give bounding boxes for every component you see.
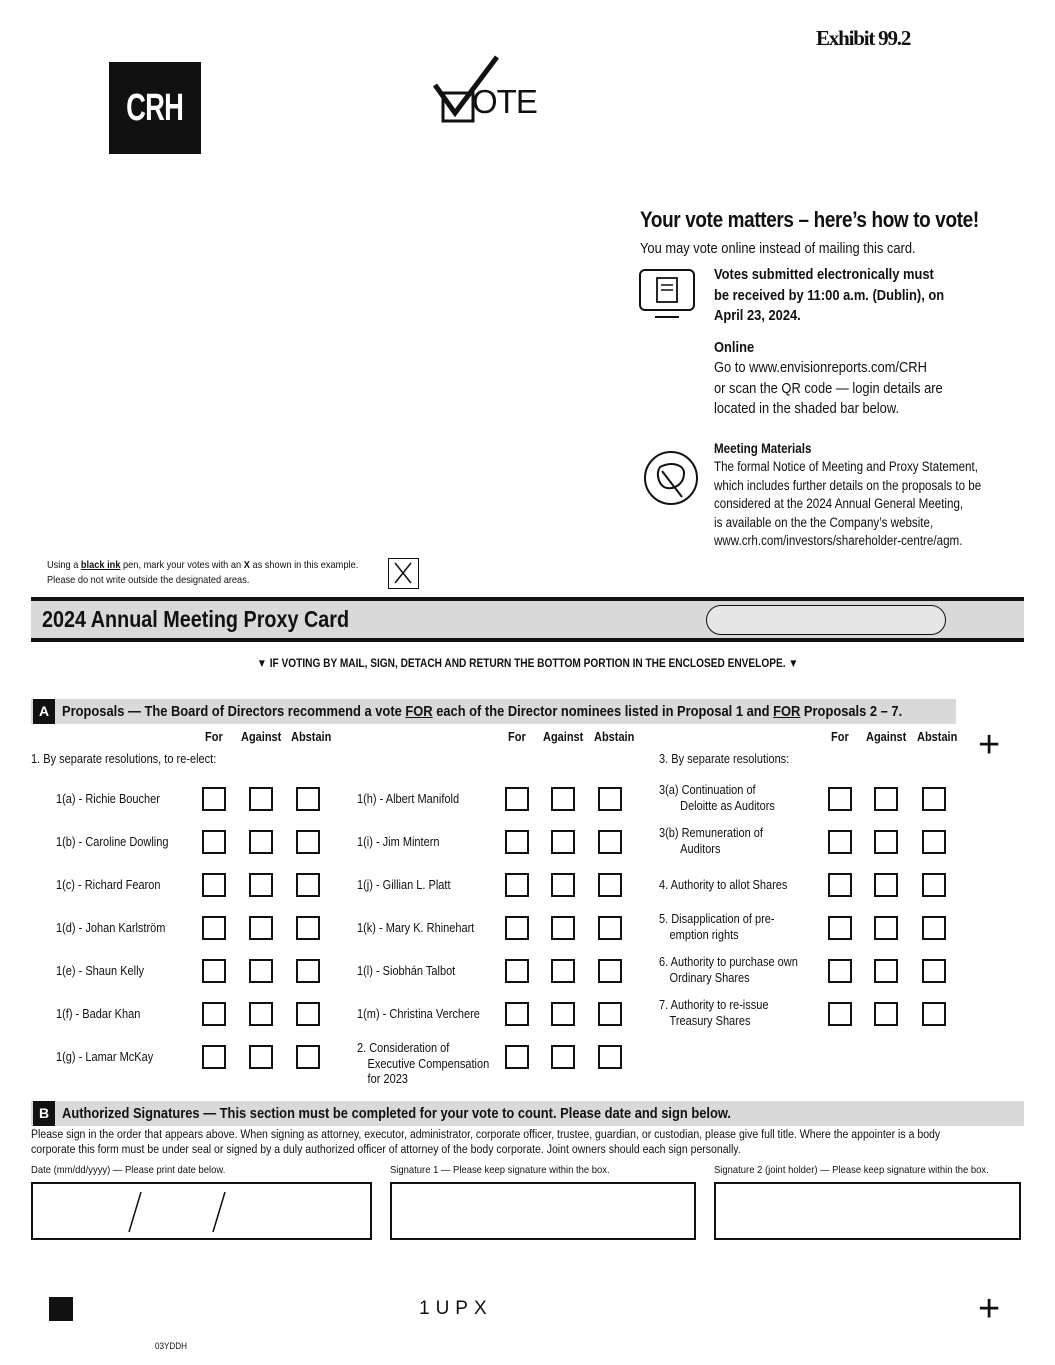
col2-item-label: 1(m) - Christina Verchere [357, 1007, 480, 1021]
col3-item-label: 5. Disapplication of pre- emption rights [659, 912, 775, 942]
col3-abstain-checkbox[interactable] [922, 1002, 946, 1026]
col1-for-checkbox[interactable] [202, 787, 226, 811]
col2-header-abstain: Abstain [594, 730, 635, 744]
col1-abstain-checkbox[interactable] [296, 830, 320, 854]
col3-heading: 3. By separate resolutions: [659, 752, 790, 766]
mail-instructions: ▼ IF VOTING BY MAIL, SIGN, DETACH AND RETURN THE BOTTOM PORTION IN THE ENCLOSED ENVELOPE. ▼ [256, 658, 799, 670]
col2-for-checkbox[interactable] [505, 916, 529, 940]
col1-item-label: 1(b) - Caroline Dowling [56, 835, 169, 849]
signature1-label: Signature 1 — Please keep signature within the box. [390, 1164, 610, 1176]
col2-against-checkbox[interactable] [551, 1002, 575, 1026]
col2-against-checkbox[interactable] [551, 1045, 575, 1069]
footer-code: 1UPX [419, 1298, 493, 1319]
col1-abstain-checkbox[interactable] [296, 959, 320, 983]
col2-for-checkbox[interactable] [505, 830, 529, 854]
col2-item-label: 1(i) - Jim Mintern [357, 835, 440, 849]
col1-against-checkbox[interactable] [249, 959, 273, 983]
control-number-field[interactable] [706, 605, 946, 635]
computer-icon [638, 268, 696, 320]
x-mark-icon [389, 559, 417, 587]
signature2-label: Signature 2 (joint holder) — Please keep signature within the box. [714, 1164, 989, 1176]
col3-against-checkbox[interactable] [874, 1002, 898, 1026]
col1-item-label: 1(a) - Richie Boucher [56, 792, 160, 806]
col3-for-checkbox[interactable] [828, 959, 852, 983]
col3-for-checkbox[interactable] [828, 916, 852, 940]
col1-for-checkbox[interactable] [202, 873, 226, 897]
col1-abstain-checkbox[interactable] [296, 787, 320, 811]
col3-against-checkbox[interactable] [874, 959, 898, 983]
online-heading: Online [714, 339, 755, 356]
col3-against-checkbox[interactable] [874, 830, 898, 854]
col2-against-checkbox[interactable] [551, 830, 575, 854]
col1-for-checkbox[interactable] [202, 916, 226, 940]
proxy-card-title: 2024 Annual Meeting Proxy Card [42, 606, 350, 632]
col2-against-checkbox[interactable] [551, 873, 575, 897]
section-b-letter: B [33, 1101, 55, 1126]
deadline-text: Votes submitted electronically must be received by 11:00 a.m. (Dublin), on April 23, 2024. [714, 266, 945, 324]
col2-item-label: 2. Consideration of Executive Compensation for 2023 [357, 1041, 490, 1086]
col3-item-label: 3(a) Continuation of Deloitte as Auditors [659, 783, 775, 813]
col1-against-checkbox[interactable] [249, 1045, 273, 1069]
col2-item-label: 1(k) - Mary K. Rhinehart [357, 921, 475, 935]
vote-matters-subtitle: You may vote online instead of mailing this card. [640, 240, 916, 257]
ink-instructions: Using a black ink pen, mark your votes with an X as shown in this example. Please do not write outside the designated areas. [47, 559, 359, 586]
signature1-field[interactable] [390, 1182, 696, 1240]
col1-for-checkbox[interactable] [202, 1002, 226, 1026]
col1-against-checkbox[interactable] [249, 787, 273, 811]
col2-against-checkbox[interactable] [551, 916, 575, 940]
materials-heading: Meeting Materials [714, 441, 812, 456]
example-x-box [388, 558, 419, 589]
crh-logo: CRH [109, 62, 201, 154]
signing-instructions: Please sign in the order that appears above. When signing as attorney, executor, administrator, corporate officer, trustee, guardian, or custodian, please give full title. Where the appointer is a body corporate this form must be under seal or signed by a duly authorized officer of attorney of the body corporate. Joint owners should each sign personally. [31, 1129, 941, 1156]
col1-header-abstain: Abstain [291, 730, 332, 744]
col3-abstain-checkbox[interactable] [922, 916, 946, 940]
col2-item-label: 1(h) - Albert Manifold [357, 792, 460, 806]
col2-for-checkbox[interactable] [505, 1002, 529, 1026]
col3-for-checkbox[interactable] [828, 873, 852, 897]
col1-abstain-checkbox[interactable] [296, 1045, 320, 1069]
col2-abstain-checkbox[interactable] [598, 959, 622, 983]
col1-abstain-checkbox[interactable] [296, 873, 320, 897]
col3-item-label: 7. Authority to re-issue Treasury Shares [659, 998, 769, 1028]
col2-header-for: For [508, 730, 526, 744]
signature2-field[interactable] [714, 1182, 1021, 1240]
section-a-letter: A [33, 699, 55, 724]
col2-item-label: 1(l) - Siobhán Talbot [357, 964, 456, 978]
col2-against-checkbox[interactable] [551, 959, 575, 983]
col3-header-for: For [831, 730, 849, 744]
col3-item-label: 4. Authority to allot Shares [659, 878, 788, 892]
col3-header-against: Against [866, 730, 907, 744]
vote-logo-text: OTE [472, 83, 537, 120]
date-label: Date (mm/dd/yyyy) — Please print date below. [31, 1164, 226, 1176]
col2-for-checkbox[interactable] [505, 1045, 529, 1069]
col2-against-checkbox[interactable] [551, 787, 575, 811]
col2-header-against: Against [543, 730, 584, 744]
col1-heading: 1. By separate resolutions, to re-elect: [31, 752, 217, 766]
col1-against-checkbox[interactable] [249, 830, 273, 854]
col1-item-label: 1(g) - Lamar McKay [56, 1050, 154, 1064]
col3-against-checkbox[interactable] [874, 873, 898, 897]
registration-square [49, 1297, 73, 1321]
col3-abstain-checkbox[interactable] [922, 959, 946, 983]
col3-abstain-checkbox[interactable] [922, 787, 946, 811]
col1-item-label: 1(f) - Badar Khan [56, 1007, 141, 1021]
leaf-icon [642, 449, 700, 507]
col3-against-checkbox[interactable] [874, 787, 898, 811]
col1-item-label: 1(e) - Shaun Kelly [56, 964, 145, 978]
col1-for-checkbox[interactable] [202, 830, 226, 854]
col1-header-for: For [205, 730, 223, 744]
col1-against-checkbox[interactable] [249, 873, 273, 897]
col2-item-label: 1(j) - Gillian L. Platt [357, 878, 451, 892]
col1-abstain-checkbox[interactable] [296, 916, 320, 940]
col3-for-checkbox[interactable] [828, 830, 852, 854]
small-code: 03YDDH [155, 1341, 187, 1351]
col2-for-checkbox[interactable] [505, 873, 529, 897]
col1-item-label: 1(d) - Johan Karlström [56, 921, 166, 935]
col3-header-abstain: Abstain [917, 730, 958, 744]
col2-for-checkbox[interactable] [505, 959, 529, 983]
col1-header-against: Against [241, 730, 282, 744]
col3-against-checkbox[interactable] [874, 916, 898, 940]
date-field[interactable] [31, 1182, 372, 1240]
col2-abstain-checkbox[interactable] [598, 787, 622, 811]
col3-for-checkbox[interactable] [828, 1002, 852, 1026]
col2-abstain-checkbox[interactable] [598, 1045, 622, 1069]
col2-abstain-checkbox[interactable] [598, 1002, 622, 1026]
col3-abstain-checkbox[interactable] [922, 830, 946, 854]
col1-for-checkbox[interactable] [202, 959, 226, 983]
col1-against-checkbox[interactable] [249, 916, 273, 940]
col1-abstain-checkbox[interactable] [296, 1002, 320, 1026]
materials-text: The formal Notice of Meeting and Proxy Statement, which includes further details on the proposals to be considered at the 2024 Annual General Meeting, is available on the the Company’s website, www.crh.com/investors/shareholder-centre/agm. [714, 459, 982, 548]
col1-against-checkbox[interactable] [249, 1002, 273, 1026]
col2-abstain-checkbox[interactable] [598, 830, 622, 854]
vote-matters-title: Your vote matters – here’s how to vote! [640, 207, 979, 232]
col3-item-label: 6. Authority to purchase own Ordinary Shares [659, 955, 798, 985]
col2-for-checkbox[interactable] [505, 787, 529, 811]
date-separators [33, 1184, 369, 1238]
col1-item-label: 1(c) - Richard Fearon [56, 878, 161, 892]
section-a-title: Proposals — The Board of Directors recommend a vote FOR each of the Director nominees listed in Proposal 1 and FOR Proposals 2 – 7. [62, 703, 903, 720]
online-text: Go to www.envisionreports.com/CRH or scan the QR code — login details are located in the shaded bar below. [714, 359, 943, 417]
section-b-title: Authorized Signatures — This section must be completed for your vote to count. Please date and sign below. [62, 1105, 731, 1122]
col1-for-checkbox[interactable] [202, 1045, 226, 1069]
exhibit-label: Exhibit 99.2 [816, 26, 911, 50]
col2-abstain-checkbox[interactable] [598, 873, 622, 897]
col3-for-checkbox[interactable] [828, 787, 852, 811]
col3-abstain-checkbox[interactable] [922, 873, 946, 897]
col2-abstain-checkbox[interactable] [598, 916, 622, 940]
col3-item-label: 3(b) Remuneration of Auditors [659, 826, 763, 856]
plus-mark-bottom-icon: + [978, 1288, 1001, 1330]
plus-mark-icon: + [978, 724, 1001, 766]
